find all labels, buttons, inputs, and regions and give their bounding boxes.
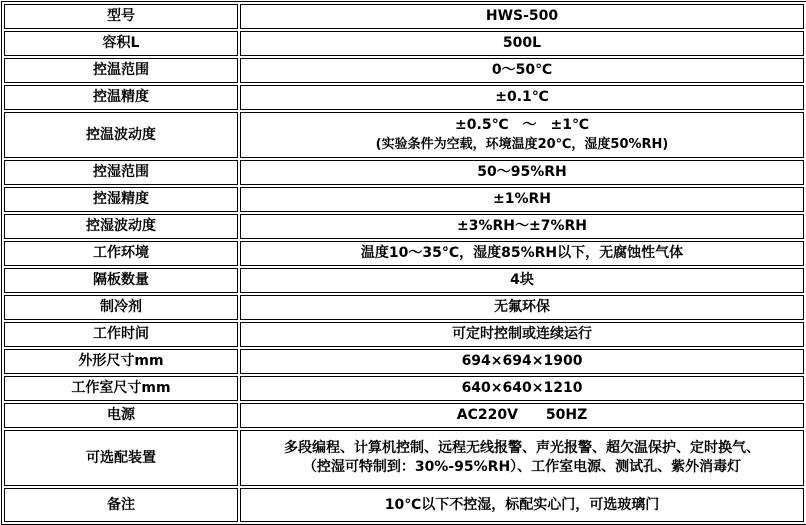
table-row bbox=[4, 58, 804, 83]
spec-value-work-time: 可定时控制或连续运行 bbox=[240, 322, 804, 347]
table-row bbox=[4, 241, 804, 266]
spec-label-shelf-count: 隔板数量 bbox=[4, 268, 238, 293]
spec-value-temp-range: 0～50℃ bbox=[240, 58, 804, 83]
table-row bbox=[4, 31, 804, 56]
spec-label-humidity-range: 控湿范围 bbox=[4, 160, 238, 185]
spec-value-work-environment: 温度10～35°C，湿度85%RH以下，无腐蚀性气体 bbox=[240, 241, 804, 266]
table-row bbox=[4, 214, 804, 239]
table-row bbox=[4, 322, 804, 347]
spec-label-humidity-fluctuation: 控湿波动度 bbox=[4, 214, 238, 239]
spec-label-power: 电源 bbox=[4, 403, 238, 428]
value-line-1: 多段编程、计算机控制、远程无线报警、声光报警、超欠温保护、定时换气、 bbox=[284, 440, 760, 456]
table-row bbox=[4, 295, 804, 320]
spec-label-optional-accessories: 可选配装置 bbox=[4, 430, 238, 486]
table-row bbox=[4, 403, 804, 428]
table-row bbox=[4, 112, 804, 158]
spec-label-remarks: 备注 bbox=[4, 488, 238, 522]
spec-value-outer-dimensions: 694×694×1900 bbox=[240, 349, 804, 374]
spec-label-model: 型号 bbox=[4, 4, 238, 29]
spec-label-work-environment: 工作环境 bbox=[4, 241, 238, 266]
table-row bbox=[4, 160, 804, 185]
table-row bbox=[4, 4, 804, 29]
table-row bbox=[4, 349, 804, 374]
spec-value-temp-fluctuation bbox=[240, 112, 804, 158]
spec-value-humidity-accuracy: ±1%RH bbox=[240, 187, 804, 212]
spec-label-temp-accuracy: 控温精度 bbox=[4, 85, 238, 110]
table-row bbox=[4, 187, 804, 212]
spec-label-volume: 容积L bbox=[4, 31, 238, 56]
spec-value-volume: 500L bbox=[240, 31, 804, 56]
value-line-2: （控湿可特制到：30%-95%RH）、工作室电源、测试孔、紫外消毒灯 bbox=[302, 459, 742, 475]
spec-label-outer-dimensions: 外形尺寸mm bbox=[4, 349, 238, 374]
spec-value-chamber-dimensions: 640×640×1210 bbox=[240, 376, 804, 401]
table-row bbox=[4, 376, 804, 401]
spec-label-temp-range: 控温范围 bbox=[4, 58, 238, 83]
spec-value-power: AC220V 50HZ bbox=[240, 403, 804, 428]
spec-value-humidity-range: 50～95%RH bbox=[240, 160, 804, 185]
spec-value-remarks: 10℃以下不控湿，标配实心门，可选玻璃门 bbox=[240, 488, 804, 522]
value-line-2: (实验条件为空载，环境温度20℃，湿度50%RH) bbox=[375, 137, 669, 152]
table-row bbox=[4, 268, 804, 293]
spec-table bbox=[1, 1, 806, 525]
table-row bbox=[4, 488, 804, 522]
spec-label-humidity-accuracy: 控湿精度 bbox=[4, 187, 238, 212]
table-row bbox=[4, 430, 804, 486]
table-row bbox=[4, 85, 804, 110]
spec-value-optional-accessories bbox=[240, 430, 804, 486]
value-line-1: ±0.5℃ ～ ±1℃ bbox=[455, 117, 589, 133]
spec-label-temp-fluctuation: 控温波动度 bbox=[4, 112, 238, 158]
spec-label-refrigerant: 制冷剂 bbox=[4, 295, 238, 320]
spec-value-humidity-fluctuation: ±3%RH～±7%RH bbox=[240, 214, 804, 239]
spec-value-refrigerant: 无氟环保 bbox=[240, 295, 804, 320]
spec-label-chamber-dimensions: 工作室尺寸mm bbox=[4, 376, 238, 401]
spec-value-model: HWS-500 bbox=[240, 4, 804, 29]
spec-value-shelf-count: 4块 bbox=[240, 268, 804, 293]
spec-label-work-time: 工作时间 bbox=[4, 322, 238, 347]
spec-value-temp-accuracy: ±0.1℃ bbox=[240, 85, 804, 110]
